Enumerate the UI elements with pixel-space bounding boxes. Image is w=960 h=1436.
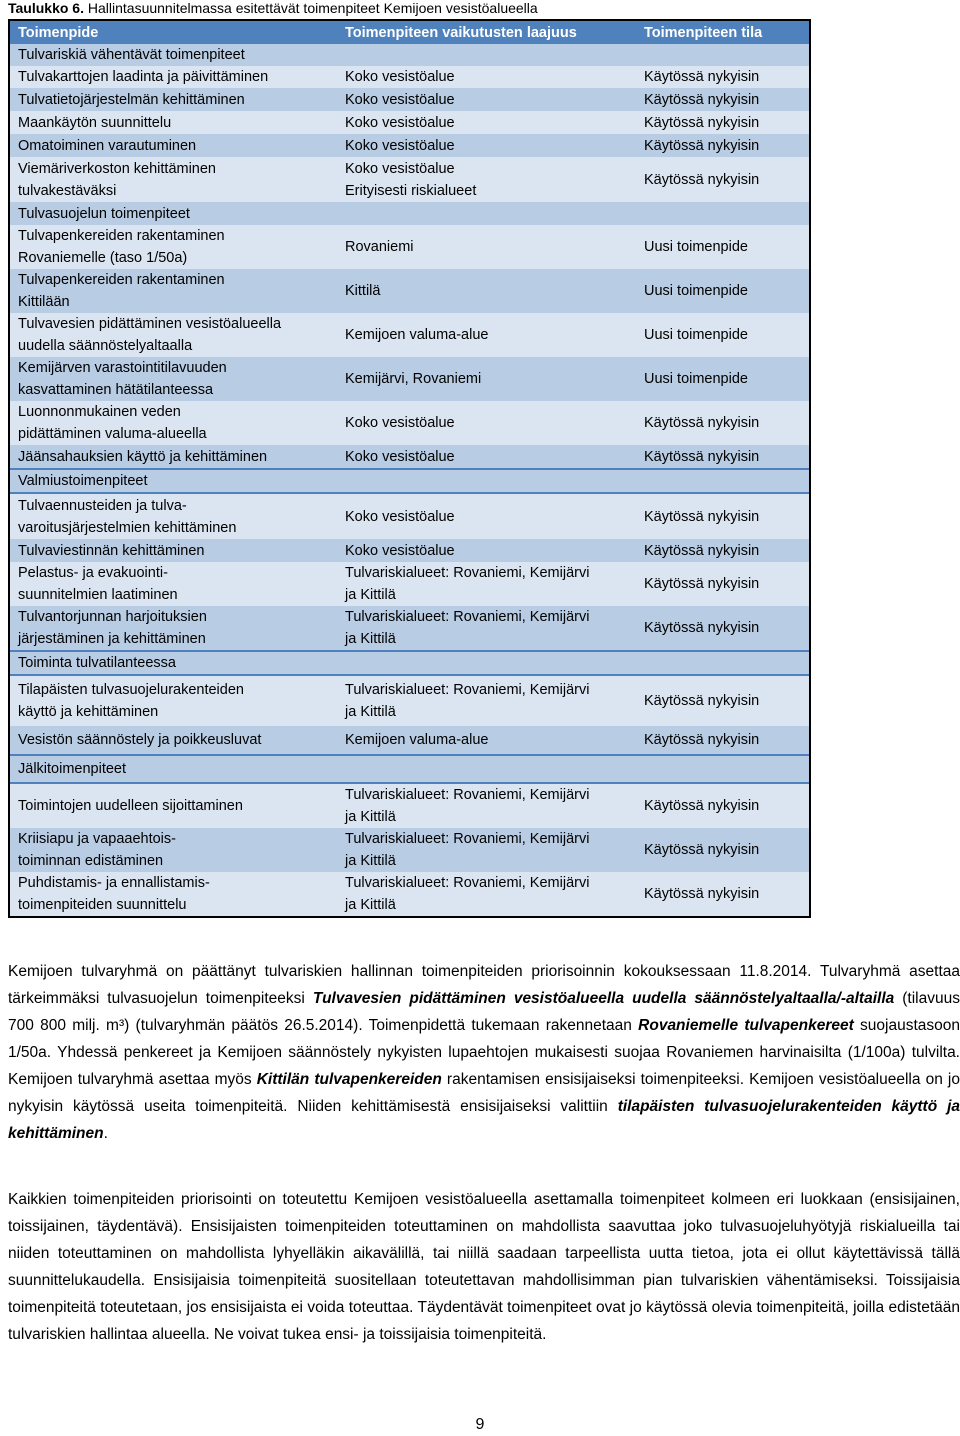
table-row bbox=[10, 313, 809, 357]
table-row bbox=[10, 134, 809, 157]
section-title: Tulvasuojelun toimenpiteet bbox=[18, 205, 190, 222]
scope-text: Koko vesistöalue bbox=[345, 542, 455, 559]
measure-cell bbox=[10, 313, 336, 357]
scope-text: Kemijoen valuma-alue bbox=[345, 732, 489, 748]
status-cell: Käytössä nykyisin bbox=[644, 620, 760, 636]
status-cell: Käytössä nykyisin bbox=[644, 542, 760, 559]
scope-cell bbox=[336, 269, 635, 313]
measure-text: Maankäytön suunnittelu bbox=[18, 114, 172, 131]
table-row bbox=[10, 269, 809, 313]
measure-text: Tulvavesien pidättäminen vesistöalueella bbox=[18, 316, 282, 332]
measure-text: pidättäminen valuma-alueella bbox=[18, 426, 207, 442]
measure-cell bbox=[10, 726, 336, 754]
status-cell: Käytössä nykyisin bbox=[644, 415, 760, 431]
status-cell: Käytössä nykyisin bbox=[644, 448, 760, 465]
emphasized-text: Rovaniemelle tulvapenkereet bbox=[638, 1017, 854, 1034]
measure-text: Luonnonmukainen veden bbox=[18, 404, 181, 420]
measure-cell bbox=[10, 111, 336, 134]
measure-cell bbox=[10, 66, 336, 88]
scope-cell bbox=[336, 225, 635, 269]
section-title: Toiminta tulvatilanteessa bbox=[18, 655, 176, 671]
table-row bbox=[10, 539, 809, 562]
scope-cell bbox=[336, 872, 635, 916]
measure-text: Kriisiapu ja vapaaehtois- bbox=[18, 831, 176, 847]
measure-cell bbox=[10, 494, 336, 539]
table-row bbox=[10, 357, 809, 401]
page-number: 9 bbox=[475, 1416, 485, 1433]
table-row bbox=[10, 872, 809, 916]
measure-cell bbox=[10, 357, 336, 401]
measure-text: Puhdistamis- ja ennallistamis- bbox=[18, 875, 210, 891]
table-row bbox=[10, 828, 809, 872]
measure-text: Vesistön säännöstely ja poikkeusluvat bbox=[18, 732, 262, 748]
status-cell: Käytössä nykyisin bbox=[644, 91, 760, 108]
table-row bbox=[10, 401, 809, 445]
table-row bbox=[10, 66, 809, 88]
measure-text: Tulvaennusteiden ja tulva- bbox=[18, 497, 187, 514]
scope-cell bbox=[336, 784, 635, 828]
emphasized-text: Tulvavesien pidättäminen vesistöalueella uudella säännöstelyaltaalla/-altailla bbox=[312, 990, 895, 1007]
measure-text: kasvattaminen hätätilanteessa bbox=[18, 382, 214, 398]
paragraph-text: Kemijoen tulvaryhmä on päättänyt tulvariskien hallinnan toimenpiteiden priorisoinnin kokouksessaan 11.8.2014. Tulvaryhmä asettaa tärkeimmäksi tulvasuojelun toimenpiteeksi bbox=[8, 963, 960, 1007]
scope-text: ja Kittilä bbox=[345, 809, 396, 825]
scope-text: Rovaniemi bbox=[345, 239, 414, 255]
measure-cell bbox=[10, 828, 336, 872]
scope-cell bbox=[336, 539, 635, 562]
scope-text: Koko vesistöalue bbox=[345, 508, 455, 525]
measure-cell bbox=[10, 539, 336, 562]
column-header: Toimenpiteen vaikutusten laajuus bbox=[345, 24, 577, 41]
measure-text: Tulvapenkereiden rakentaminen bbox=[18, 272, 225, 288]
status-cell: Käytössä nykyisin bbox=[644, 171, 760, 188]
scope-text: ja Kittilä bbox=[345, 897, 396, 913]
table-row bbox=[10, 225, 809, 269]
scope-cell bbox=[336, 676, 635, 726]
scope-text: Koko vesistöalue bbox=[345, 160, 455, 177]
scope-cell bbox=[336, 88, 635, 111]
table-row bbox=[10, 111, 809, 134]
table-row bbox=[10, 726, 809, 754]
measures-table bbox=[8, 19, 811, 918]
scope-text: Tulvariskialueet: Rovaniemi, Kemijärvi bbox=[345, 682, 590, 698]
scope-text: Koko vesistöalue bbox=[345, 137, 455, 154]
status-cell: Käytössä nykyisin bbox=[644, 842, 760, 858]
table-row bbox=[10, 606, 809, 650]
emphasized-text: Kittilän tulvapenkereiden bbox=[256, 1071, 442, 1088]
measure-cell bbox=[10, 134, 336, 157]
table-row bbox=[10, 157, 809, 202]
column-header: Toimenpide bbox=[18, 24, 99, 41]
measure-text: toiminnan edistäminen bbox=[18, 853, 164, 869]
emphasized-text: tilapäisten tulvasuojelurakenteiden käyttö ja kehittäminen bbox=[8, 1098, 960, 1142]
measure-text: tulvakestäväksi bbox=[18, 182, 117, 199]
section-title: Jälkitoimenpiteet bbox=[18, 761, 126, 777]
measure-text: Rovaniemelle (taso 1/50a) bbox=[18, 250, 188, 266]
measure-text: Toimintojen uudelleen sijoittaminen bbox=[18, 798, 243, 814]
scope-cell bbox=[336, 66, 635, 88]
status-cell: Uusi toimenpide bbox=[644, 371, 748, 387]
scope-text: Tulvariskialueet: Rovaniemi, Kemijärvi bbox=[345, 787, 590, 803]
measure-text: Pelastus- ja evakuointi- bbox=[18, 565, 168, 581]
scope-text: Koko vesistöalue bbox=[345, 415, 455, 431]
scope-text: ja Kittilä bbox=[345, 631, 396, 647]
measure-text: suunnitelmien laatiminen bbox=[18, 587, 178, 603]
table-row bbox=[10, 88, 809, 111]
measure-text: Kittilään bbox=[18, 294, 70, 310]
measure-cell bbox=[10, 872, 336, 916]
scope-cell bbox=[336, 562, 635, 606]
scope-text: Koko vesistöalue bbox=[345, 448, 455, 465]
table-header-row bbox=[10, 21, 809, 44]
scope-text: Koko vesistöalue bbox=[345, 114, 455, 131]
measure-text: Kemijärven varastointitilavuuden bbox=[18, 360, 227, 376]
caption-label: Taulukko 6. bbox=[8, 0, 84, 16]
table-row bbox=[10, 445, 809, 468]
section-header-row bbox=[10, 202, 809, 225]
scope-cell bbox=[336, 157, 635, 202]
status-cell: Käytössä nykyisin bbox=[644, 732, 760, 748]
paragraph-text: suojaustasoon 1/50a. Yhdessä penkereet ja Kemijoen säännöstely nykyisten lupaehtojen mukaisesti suojaa Rovaniemen harvinaisilta (1/100a) tulvilta. Kemijoen tulvaryhmä asettaa myös bbox=[8, 1017, 960, 1088]
status-cell: Käytössä nykyisin bbox=[644, 693, 760, 709]
scope-cell bbox=[336, 445, 635, 468]
paragraph-text: . bbox=[103, 1125, 108, 1142]
measure-text: uudella säännöstelyaltaalla bbox=[18, 338, 193, 354]
scope-cell bbox=[336, 401, 635, 445]
scope-text: Tulvariskialueet: Rovaniemi, Kemijärvi bbox=[345, 609, 590, 625]
measure-text: toimenpiteiden suunnittelu bbox=[18, 897, 187, 913]
measure-text: Jäänsahauksien käyttö ja kehittäminen bbox=[18, 448, 268, 465]
status-cell: Käytössä nykyisin bbox=[644, 69, 760, 85]
measure-text: Tulvatietojärjestelmän kehittäminen bbox=[18, 91, 245, 108]
scope-cell bbox=[336, 606, 635, 650]
table-row bbox=[10, 494, 809, 539]
scope-text: Tulvariskialueet: Rovaniemi, Kemijärvi bbox=[345, 875, 590, 891]
scope-text: Erityisesti riskialueet bbox=[345, 182, 477, 199]
measure-text: Tulvakarttojen laadinta ja päivittäminen bbox=[18, 69, 269, 85]
measure-cell bbox=[10, 606, 336, 650]
scope-text: Kittilä bbox=[345, 283, 381, 299]
paragraph-priorities bbox=[8, 958, 960, 1147]
scope-text: Koko vesistöalue bbox=[345, 91, 455, 108]
status-cell: Uusi toimenpide bbox=[644, 283, 748, 299]
measure-cell bbox=[10, 88, 336, 111]
caption-text: Hallintasuunnitelmassa esitettävät toimenpiteet Kemijoen vesistöalueella bbox=[87, 0, 538, 16]
scope-text: ja Kittilä bbox=[345, 587, 396, 603]
scope-text: Kemijärvi, Rovaniemi bbox=[345, 371, 482, 387]
status-cell: Uusi toimenpide bbox=[644, 327, 748, 343]
scope-text: Tulvariskialueet: Rovaniemi, Kemijärvi bbox=[345, 831, 590, 847]
measure-cell bbox=[10, 676, 336, 726]
measure-cell bbox=[10, 401, 336, 445]
scope-cell bbox=[336, 494, 635, 539]
measure-text: Omatoiminen varautuminen bbox=[18, 137, 197, 154]
scope-text: ja Kittilä bbox=[345, 704, 396, 720]
section-header-row bbox=[10, 650, 809, 676]
column-header: Toimenpiteen tila bbox=[644, 24, 763, 41]
measure-text: käyttö ja kehittäminen bbox=[18, 704, 159, 720]
measure-cell bbox=[10, 784, 336, 828]
scope-cell bbox=[336, 111, 635, 134]
scope-cell bbox=[336, 134, 635, 157]
measure-cell bbox=[10, 445, 336, 468]
table-caption bbox=[8, 0, 948, 16]
status-cell: Käytössä nykyisin bbox=[644, 137, 760, 154]
measure-cell bbox=[10, 225, 336, 269]
table-row bbox=[10, 562, 809, 606]
status-cell: Uusi toimenpide bbox=[644, 239, 748, 255]
section-header-row bbox=[10, 468, 809, 494]
paragraph-prioritization: Kaikkien toimenpiteiden priorisointi on toteutettu Kemijoen vesistöalueella asettamalla toimenpiteet kolmeen eri luokkaan (ensisijainen, toissijainen, täydentävä). Ensisijaisten toimenpiteiden toteuttaminen on mahdollista saavuttaa joko tulvasuojeluhyötyjä riskialueilla tai niiden toteuttaminen on mahdollista lyhyelläkin aikavälillä, tai niillä saadaan tarpeellista uutta tietoa, jota ei ollut käytettävissä tällä suunnittelukaudella. Ensisijaisia toimenpiteitä suositellaan toteutettavan mahdollisimman pian tulvariskien vähentämiseksi. Toissijaisia toimenpiteitä toteutetaan, jos ensisijaista ei voida toteuttaa. Täydentävät toimenpiteet ovat jo käytössä olevia toimenpiteitä, joilla edistetään tulvariskien hallintaa alueella. Ne voivat tukea ensi- ja toissijaisia toimenpiteitä. bbox=[8, 1191, 960, 1343]
section-header-row bbox=[10, 44, 809, 66]
measure-text: Tilapäisten tulvasuojelurakenteiden bbox=[18, 682, 244, 698]
section-title: Valmiustoimenpiteet bbox=[18, 473, 148, 489]
measure-text: Tulvapenkereiden rakentaminen bbox=[18, 228, 225, 244]
scope-text: Kemijoen valuma-alue bbox=[345, 327, 489, 343]
table-row bbox=[10, 676, 809, 726]
scope-text: Tulvariskialueet: Rovaniemi, Kemijärvi bbox=[345, 565, 590, 581]
measure-text: varoitusjärjestelmien kehittäminen bbox=[18, 519, 237, 536]
scope-cell bbox=[336, 357, 635, 401]
measure-cell bbox=[10, 562, 336, 606]
status-cell: Käytössä nykyisin bbox=[644, 886, 760, 902]
status-cell: Käytössä nykyisin bbox=[644, 576, 760, 592]
measure-cell bbox=[10, 157, 336, 202]
measure-text: Tulvantorjunnan harjoituksien bbox=[18, 609, 207, 625]
scope-text: ja Kittilä bbox=[345, 853, 396, 869]
measure-text: järjestäminen ja kehittäminen bbox=[18, 631, 206, 647]
measure-text: Viemäriverkoston kehittäminen bbox=[18, 160, 216, 177]
scope-text: Koko vesistöalue bbox=[345, 69, 455, 85]
scope-cell bbox=[336, 313, 635, 357]
measure-cell bbox=[10, 269, 336, 313]
status-cell: Käytössä nykyisin bbox=[644, 508, 760, 525]
scope-cell bbox=[336, 828, 635, 872]
scope-cell bbox=[336, 726, 635, 754]
measure-text: Tulvaviestinnän kehittäminen bbox=[18, 542, 205, 559]
status-cell: Käytössä nykyisin bbox=[644, 114, 760, 131]
paragraph-text: rakentamisen ensisijaiseksi toimenpiteeksi. Kemijoen vesistöalueella on jo nykyisin käytössä useita toimenpiteitä. Niiden kehittämisestä ensisijaiseksi valittiin bbox=[8, 1071, 960, 1115]
status-cell: Käytössä nykyisin bbox=[644, 798, 760, 814]
section-title: Tulvariskiä vähentävät toimenpiteet bbox=[18, 47, 245, 63]
section-header-row bbox=[10, 754, 809, 784]
paragraph-text: (tilavuus 700 800 milj. m³) (tulvaryhmän päätös 26.5.2014). Toimenpidettä tukemaan rakennetaan bbox=[8, 990, 960, 1034]
table-row bbox=[10, 784, 809, 828]
